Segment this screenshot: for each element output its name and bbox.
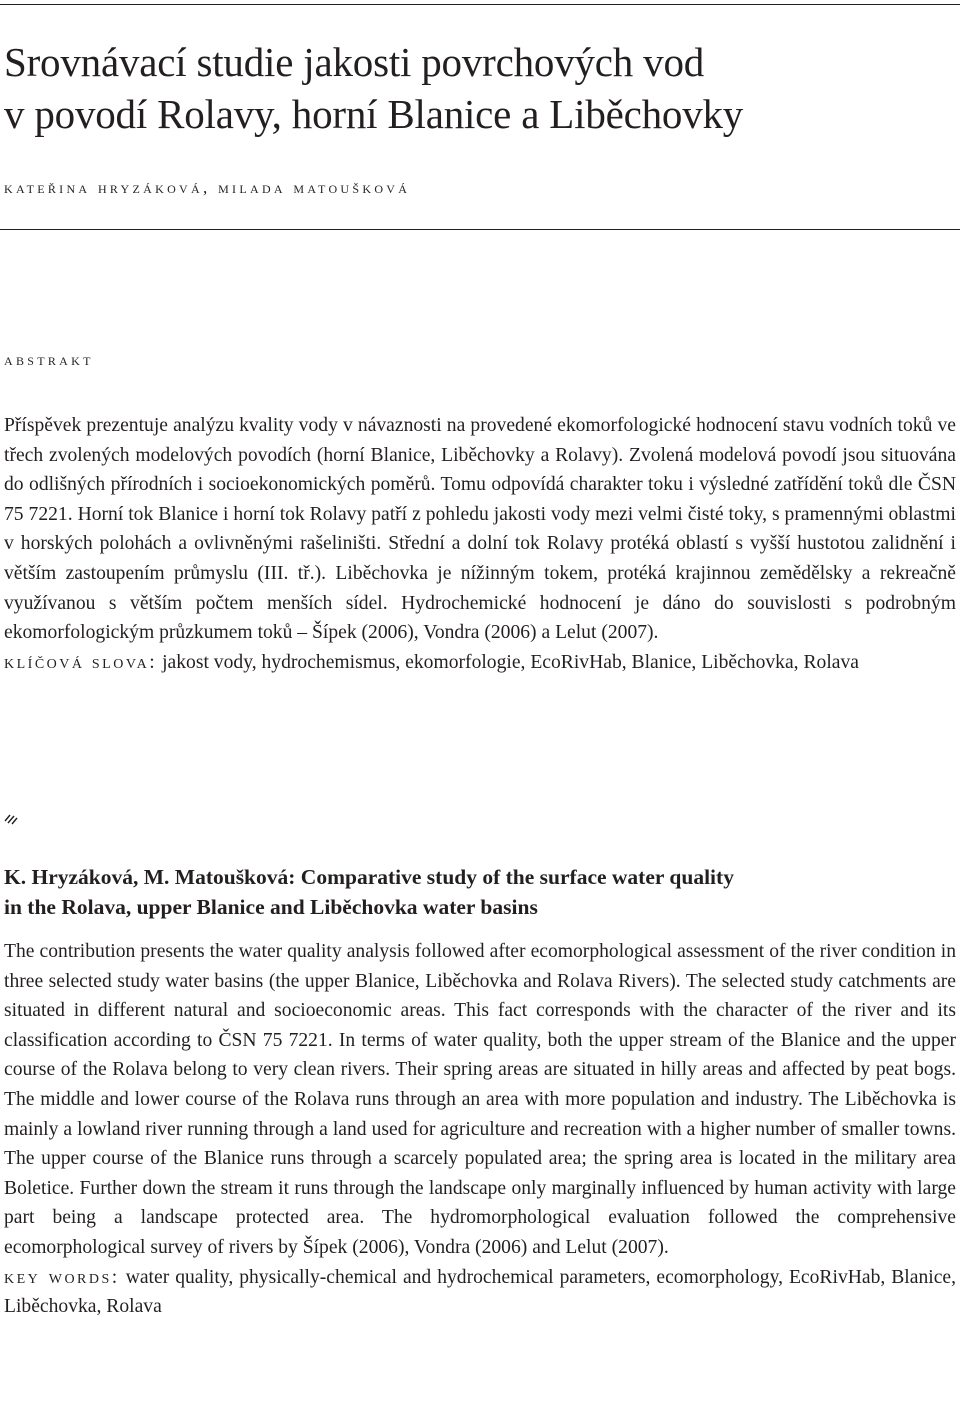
czech-keywords: jakost vody, hydrochemismus, ekomorfologie, EcoRivHab, Blanice, Liběchovka, Rolava xyxy=(157,651,859,673)
czech-keywords-label: klíčová slova: xyxy=(4,651,158,673)
czech-abstract-text: Příspěvek prezentuje analýzu kvality vody v návaznosti na provedené ekomorfologické hodnocení stavu vodních toků ve třech zvolených modelových povodích (horní Blanice, Liběchovky a Rolavy). Zvolená modelová povodí jsou situována do odlišných přírodních i socioekonomických poměrů. Tomu odpovídá charakter toku i výsledné zatřídění toků dle ČSN 75 7221. Horní tok Blanice i horní tok Rolavy patří z pohledu jakosti vody mezi velmi čisté toky, s pramennými oblastmi v horských polohách a ovlivněnými rašeliništi. Střední a dolní tok Rolavy protéká oblastí s vyšší hustotou zalidnění i větším zastoupením průmyslu (III. tř.). Liběchovka je nížinným tokem, protéká krajinnou zemědělsky a rekreačně využívanou s větším počtem menších sídel. Hydrochemické hodnocení je dáno do souvislosti s podrobným ekomorfologickým průzkumem toků – Šípek (2006), Vondra (2006) a Lelut (2007). xyxy=(4,415,956,644)
title-line-1: Srovnávací studie jakosti povrchových vod xyxy=(4,39,705,85)
header-rule xyxy=(0,229,960,230)
title-line-2: v povodí Rolavy, horní Blanice a Liběchovky xyxy=(4,91,744,137)
hatch-divider-icon xyxy=(4,812,18,826)
authors: kateřina hryzáková, milada matoušková xyxy=(4,178,411,197)
article-title xyxy=(4,36,954,140)
english-keywords-label: key words: xyxy=(4,1266,120,1288)
top-rule xyxy=(0,4,960,5)
english-title-line-2: in the Rolava, upper Blanice and Liběchovka water basins xyxy=(4,895,538,919)
english-title-line-1: K. Hryzáková, M. Matoušková: Comparative study of the surface water quality xyxy=(4,865,734,889)
english-abstract xyxy=(4,937,956,1322)
english-keywords: water quality, physically-chemical and hydrochemical parameters, ecomorphology, EcoRivHab, Blanice, Liběchovka, Rolava xyxy=(4,1266,956,1318)
english-title xyxy=(4,862,954,922)
czech-abstract xyxy=(4,411,956,677)
english-abstract-text: The contribution presents the water quality analysis followed after ecomorphological assessment of the river condition in three selected study water basins (the upper Blanice, Liběchovka and Rolava Rivers). The selected study catchments are situated in different natural and socioeconomic areas. This fact corresponds with the character of the river and its classification according to ČSN 75 7221. In terms of water quality, both the upper stream of the Blanice and the upper course of the Rolava belong to very clean rivers. Their spring areas are situated in hilly areas and affected by peat bogs. The middle and lower course of the Rolava runs through an area with more population and industry. The Liběchovka is mainly a lowland river running through a land used for agriculture and recreation with a higher number of smaller towns. The upper course of the Blanice runs through a scarcely populated area; the spring area is located in the military area Boletice. Further down the stream it runs through the landscape only marginally influenced by human activity with large part being a landscape protected area. The hydromorphological evaluation followed the comprehensive ecomorphological survey of rivers by Šípek (2006), Vondra (2006) and Lelut (2007). xyxy=(4,941,956,1258)
abstrakt-heading: abstrakt xyxy=(4,350,94,369)
